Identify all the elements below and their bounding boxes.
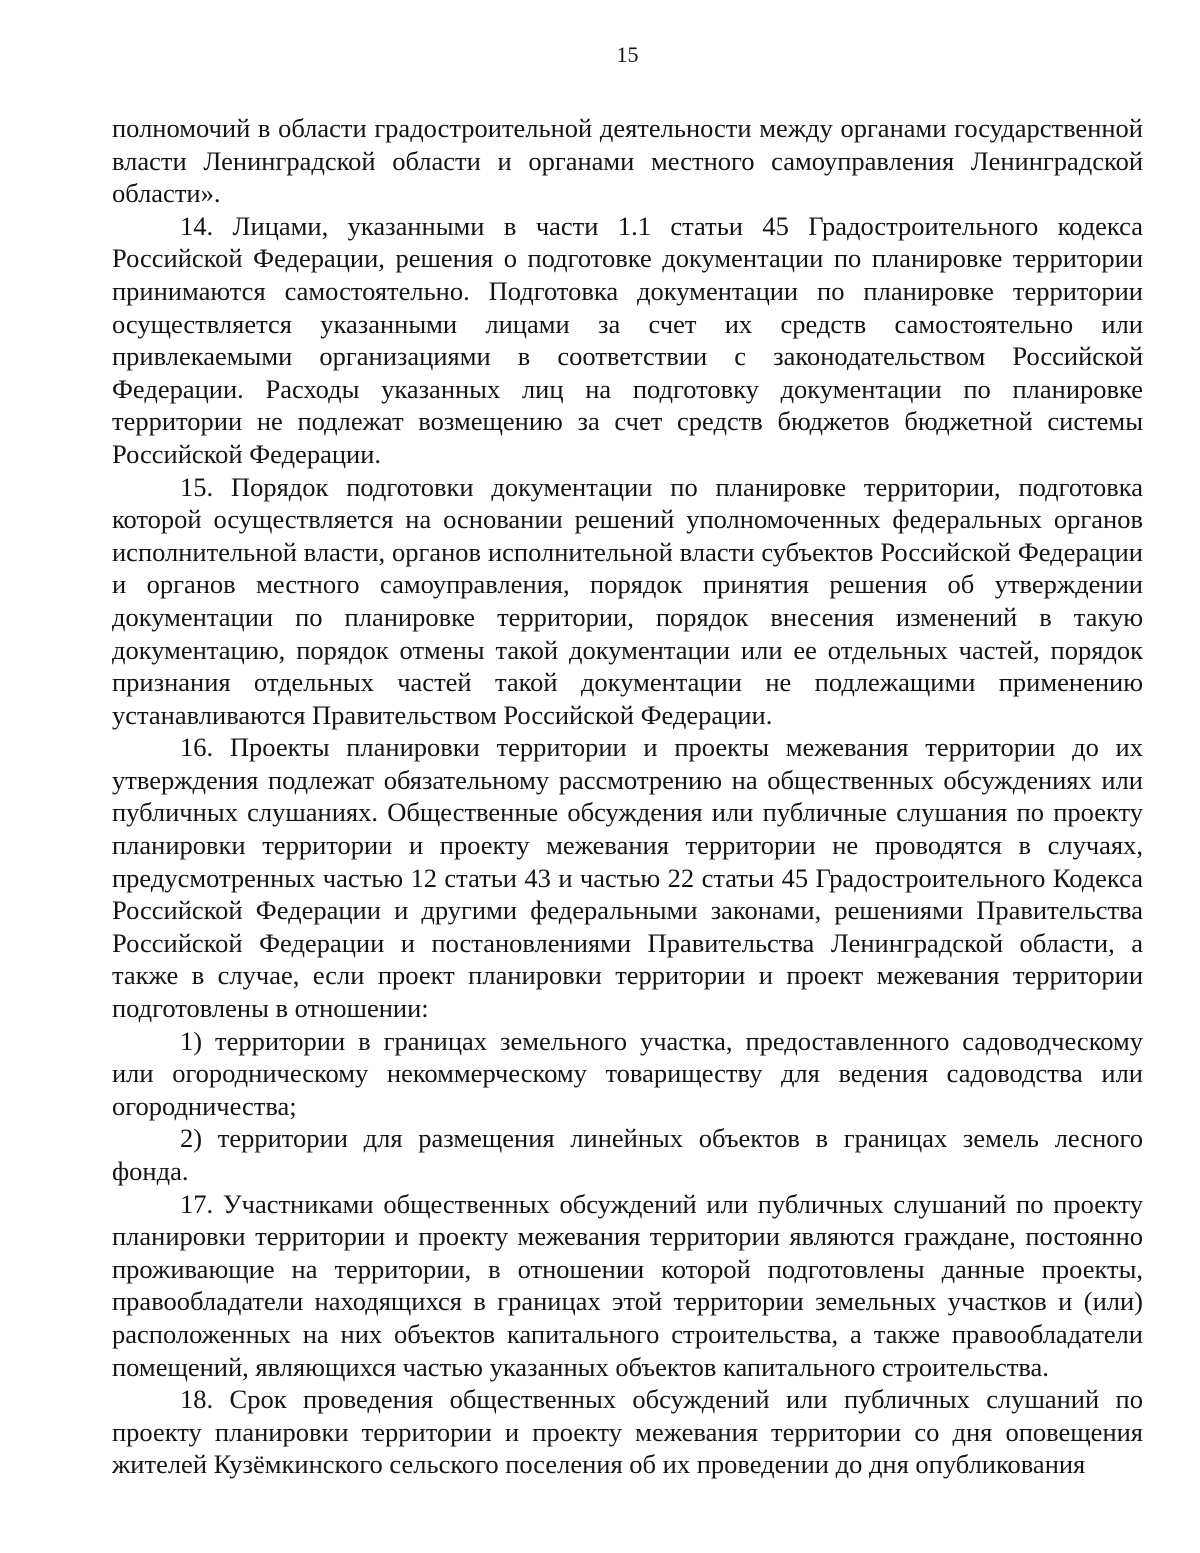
paragraph-16: 16. Проекты планировки территории и проекты межевания территории до их утверждения подлежат обязательному рассмотрению на общественных обсуждениях или публичных слушаниях. Общественные обсуждения или публичные слушания по проекту планировки территории и проекту межевания территории не проводятся в случаях, предусмотренных частью 12 статьи 43 и частью 22 статьи 45 Градостроительного Кодекса Российской Федерации и другими федеральными законами, решениями Правительства Российской Федерации и постановлениями Правительства Ленинградской области, а также в случае, если проект планировки территории и проект межевания территории подготовлены в отношении: bbox=[112, 732, 1143, 1024]
page-number: 15 bbox=[616, 42, 639, 67]
paragraph-14: 14. Лицами, указанными в части 1.1 статьи 45 Градостроительного кодекса Российской Федерации, решения о подготовке документации по планировке территории принимаются самостоятельно. Подготовка документации по планировке территории осуществляется указанными лицами за счет их средств самостоятельно или привлекаемыми организациями в соответствии с законодательством Российской Федерации. Расходы указанных лиц на подготовку документации по планировке территории не подлежат возмещению за счет средств бюджетов бюджетной системы Российской Федерации. bbox=[112, 210, 1143, 469]
paragraph-16-item-2: 2) территории для размещения линейных объектов в границах земель лесного фонда. bbox=[112, 1123, 1143, 1186]
document-body bbox=[112, 112, 1143, 1481]
paragraph-continuation: полномочий в области градостроительной деятельности между органами государственной власти Ленинградской области и органами местного самоуправления Ленинградской области». bbox=[112, 113, 1143, 209]
paragraph-16-item-1: 1) территории в границах земельного участка, предоставленного садоводческому или огородническому некоммерческому товариществу для ведения садоводства или огородничества; bbox=[112, 1025, 1143, 1121]
paragraph-17: 17. Участниками общественных обсуждений или публичных слушаний по проекту планировки территории и проекту межевания территории являются граждане, постоянно проживающие на территории, в отношении которой подготовлены данные проекты, правообладатели находящихся в границах этой территории земельных участков и (или) расположенных на них объектов капитального строительства, а также правообладатели помещений, являющихся частью указанных объектов капитального строительства. bbox=[112, 1188, 1143, 1382]
paragraph-18: 18. Срок проведения общественных обсуждений или публичных слушаний по проекту планировки территории и проекту межевания территории со дня оповещения жителей Кузёмкинского сельского поселения об их проведении до дня опубликования bbox=[112, 1384, 1143, 1480]
paragraph-15: 15. Порядок подготовки документации по планировке территории, подготовка которой осуществляется на основании решений уполномоченных федеральных органов исполнительной власти, органов исполнительной власти субъектов Российской Федерации и органов местного самоуправления, порядок принятия решения об утверждении документации по планировке территории, порядок внесения изменений в такую документацию, порядок отмены такой документации или ее отдельных частей, порядок признания отдельных частей такой документации не подлежащими применению устанавливаются Правительством Российской Федерации. bbox=[112, 471, 1143, 730]
